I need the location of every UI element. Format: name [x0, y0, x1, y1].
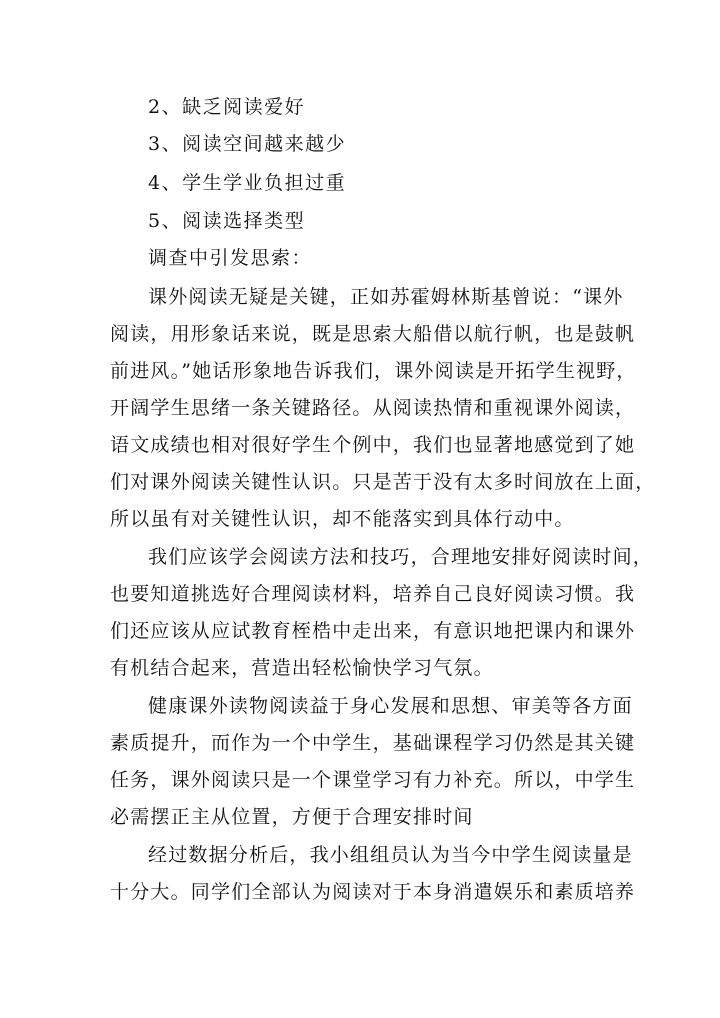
paragraph-line: 我们应该学会阅读方法和技巧，合理地安排好阅读时间， — [148, 546, 654, 568]
paragraph-line: 前进风。”她话形象地告诉我们，课外阅读是开拓学生视野， — [110, 360, 637, 382]
paragraph-line: 们还应该从应试教育桎梏中走出来，有意识地把课内和课外 — [110, 620, 636, 642]
paragraph-line: 所以虽有对关键性认识，却不能落实到具体行动中。 — [110, 508, 575, 530]
paragraph-line: 十分大。同学们全部认为阅读对于本身消遣娱乐和素质培养 — [110, 881, 636, 903]
paragraph-line: 任务，课外阅读只是一个课堂学习有力补充。所以，中学生 — [110, 769, 636, 791]
paragraph-2 — [110, 539, 654, 687]
paragraph-line: 必需摆正主从位置，方便于合理安排时间 — [110, 806, 474, 828]
paragraph-line: 健康课外读物阅读益于身心发展和思想、审美等各方面 — [148, 695, 633, 717]
paragraph-line: 也要知道挑选好合理阅读材料，培养自己良好阅读习惯。我 — [110, 583, 636, 605]
paragraph-line: 经过数据分析后，我小组组员认为当今中学生阅读量是 — [148, 844, 633, 866]
section-heading: 调查中引发思索： — [148, 247, 313, 269]
paragraph-1 — [110, 279, 656, 538]
paragraph-line: 语文成绩也相对很好学生个例中，我们也显著地感觉到了她 — [110, 434, 636, 456]
paragraph-line: 阅读，用形象话来说，既是思索大船借以航行帆，也是鼓帆 — [110, 323, 636, 345]
paragraph-4 — [110, 837, 636, 911]
paragraph-3 — [110, 688, 636, 836]
paragraph-line: 开阔学生思绪一条关键路径。从阅读热情和重视课外阅读， — [110, 397, 636, 419]
list-item-4: 4、学生学业负担过重 — [148, 172, 347, 194]
paragraph-line: 课外阅读无疑是关键，正如苏霍姆林斯基曾说：“课外 — [148, 286, 624, 308]
list-item-3: 3、阅读空间越来越少 — [148, 133, 347, 155]
paragraph-line: 们对课外阅读关键性认识。只是苦于没有太多时间放在上面， — [110, 471, 656, 493]
paragraph-line: 有机结合起来，营造出轻松愉快学习气氛。 — [110, 657, 494, 679]
list-item-2: 2、缺乏阅读爱好 — [148, 96, 306, 118]
list-item-5: 5、阅读选择类型 — [148, 210, 306, 232]
paragraph-line: 素质提升，而作为一个中学生，基础课程学习仍然是其关键 — [110, 732, 636, 754]
